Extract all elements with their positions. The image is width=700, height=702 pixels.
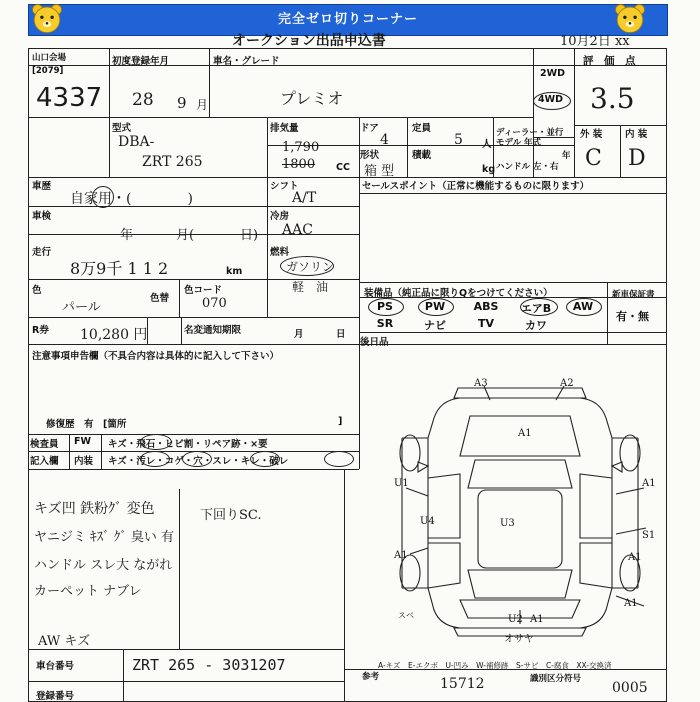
equip-airbag-circle: [520, 298, 558, 316]
damage-mark: A1: [624, 598, 638, 609]
damage-mark: U3: [500, 518, 515, 529]
equip-aw-circle: [566, 298, 602, 316]
entry-interior: 内装: [74, 456, 94, 467]
damage-mark: A1: [530, 614, 544, 625]
inspection-year: 年: [120, 228, 134, 243]
first-registration-month: 9: [177, 94, 187, 112]
damage-mark: スベ: [398, 611, 414, 620]
equip-abs: ABS: [473, 300, 499, 313]
equip-ps: PS: [377, 300, 393, 313]
recycle-value: 10,280 円: [80, 327, 148, 343]
color-value: パール: [62, 300, 101, 315]
equip-tv: TV: [477, 317, 495, 330]
damage-mark: A1: [394, 550, 408, 561]
inspection-label: 車検: [32, 211, 52, 222]
lot-code: [2079]: [32, 66, 64, 76]
year-unit: 年: [562, 151, 571, 161]
chassis-value: ZRT 265 - 3031207: [132, 656, 286, 674]
equip-airbag: エアB: [520, 302, 552, 315]
fuel-label: 燃料: [270, 247, 290, 258]
car-name-label: 車名・グレード: [213, 56, 280, 67]
drive-4wd: 4WD: [538, 94, 563, 105]
damage-mark: A1: [628, 552, 642, 563]
color-code-label: 色コード: [184, 285, 223, 296]
displacement-value: 1,790: [282, 140, 320, 155]
equipment-label: 装備品（純正品に限りQをつけてください）: [364, 288, 553, 299]
ac-value: AAC: [282, 222, 313, 238]
damage-mark: オサヤ: [504, 634, 534, 645]
model-year-label: モデル 年式: [496, 138, 542, 148]
damage-mark: U2: [508, 614, 523, 625]
color-code: 070: [202, 296, 227, 311]
model-value: ZRT 265: [142, 154, 203, 170]
first-registration-label: 初度登録年月: [112, 56, 170, 67]
grade-value: 3.5: [590, 82, 635, 115]
grade-label: 評 価 点: [583, 55, 636, 67]
drive-2wd: 2WD: [540, 68, 565, 79]
equip-sr: SR: [376, 317, 394, 330]
body-shape-label: 形状: [360, 150, 380, 161]
car-name-value: プレミオ: [280, 89, 344, 108]
stain-mark-circle: [140, 451, 170, 467]
remark-2: ヤニジミ ｷｽﾞ ｸﾞ 臭い 有: [34, 530, 175, 545]
recycle-label: R券: [32, 325, 49, 336]
remark-4: カーペット ナブレ: [34, 584, 142, 599]
checker-fw: FW: [74, 436, 91, 447]
damage-mark: U4: [420, 516, 435, 527]
equip-aw: AW: [572, 300, 594, 313]
registration-label: 登録番号: [36, 691, 75, 702]
sheet-header-cut: オークション出品申込書: [232, 33, 386, 49]
month-unit: 月: [196, 98, 209, 112]
entry-label: 記入欄: [30, 456, 59, 467]
car-damage-diagram: [380, 378, 660, 648]
lot-number: 4337: [36, 83, 103, 113]
damage-mark: A3: [474, 378, 488, 389]
color-label: 色: [32, 285, 42, 296]
damage-legend: A-キズ E-エクボ U-凹み W-補修跡 S-サビ C-腐食 XX-交換済: [378, 661, 612, 670]
ac-label: 冷房: [270, 211, 290, 222]
name-change-label: 名変通知期限: [184, 325, 242, 336]
sales-point-label: セールスポイント（正常に機能するものに限ります）: [362, 181, 590, 192]
capacity-value: 5: [454, 132, 463, 148]
dealer-label: ディーラー・並行: [496, 128, 564, 138]
repair-history-close: ]: [338, 416, 343, 427]
repair-history-label: 修復歴 有 [箇所: [46, 419, 127, 430]
checker-fw-items: キズ・飛石・ヒビ割・リペア跡・×要: [108, 439, 268, 450]
burn-mark-circle: [182, 451, 212, 467]
shift-value: A/T: [292, 190, 317, 206]
fuel-diesel: 軽 油: [292, 280, 329, 294]
damage-mark: A1: [518, 428, 532, 439]
exterior-grade: C: [585, 146, 602, 171]
capacity-unit: 人: [482, 139, 492, 150]
name-change-day: 日: [336, 329, 346, 340]
remark-3: ハンドル スレ大 ながれ: [34, 558, 173, 573]
ref-label-2: 識別区分符号: [530, 674, 582, 684]
mileage-value: 8万9千 1 1 2: [70, 259, 169, 278]
body-shape-value: 箱 型: [364, 164, 395, 179]
equip-navi: ナビ: [424, 319, 446, 332]
venue-label: 山口会場: [32, 53, 67, 63]
checker-label: 検査員: [30, 439, 59, 450]
mileage-label: 走行: [32, 247, 52, 258]
interior-label: 内 装: [625, 129, 648, 140]
equip-pw-circle: [418, 298, 454, 316]
damage-mark: A1: [642, 478, 656, 489]
inspection-day: 日): [240, 228, 259, 243]
rear-items-label: 後日品: [360, 337, 389, 348]
usage-circle: [92, 186, 114, 208]
model-prefix: DBA-: [118, 134, 155, 150]
damage-mark: A2: [560, 378, 574, 389]
inspection-month: 月(: [176, 228, 195, 243]
equip-ps-circle: [368, 298, 404, 316]
chassis-label: 車台番号: [36, 661, 75, 672]
remark-5: AW キズ: [38, 634, 91, 649]
name-change-month: 月: [294, 329, 304, 340]
damage-mark: U1: [394, 478, 409, 489]
tear-mark-circle: [324, 451, 354, 467]
interior-grade: D: [628, 146, 646, 171]
steering-label: ハンドル 左・右: [496, 162, 559, 172]
usage-value: 自家用・( ): [70, 191, 193, 207]
model-label: 型式: [112, 123, 132, 134]
capacity-label: 定員: [412, 123, 432, 134]
equip-pw: PW: [424, 300, 446, 313]
doors-value: 4: [380, 132, 389, 148]
entry-interior-items: キズ・汚レ・コゲ・穴・スレ・キレ・破レ: [108, 456, 289, 467]
displacement-label: 排気量: [270, 123, 299, 134]
scuff-mark-circle: [250, 451, 280, 467]
handwritten-date: 10月2日 xx: [560, 34, 630, 49]
notes-label: 注意事項申告欄（不具合内容は具体的に記入して下さい）: [32, 351, 280, 362]
new-car-warranty-label: 新車保証書: [612, 290, 655, 300]
ref-value-1: 15712: [440, 676, 485, 692]
ref-label-1: 参考: [362, 672, 380, 682]
shift-label: シフト: [270, 181, 299, 192]
doors-label: ドア: [360, 123, 379, 134]
new-car-warranty-value: 有・無: [616, 310, 649, 323]
fw-mark-circle: [140, 434, 172, 450]
load-label: 積載: [412, 150, 432, 161]
ref-value-2: 0005: [612, 680, 648, 696]
first-registration-year: 28: [132, 90, 154, 110]
usage-label: 車歴: [32, 181, 52, 192]
damage-mark: S1: [642, 530, 656, 541]
km-unit: km: [226, 266, 243, 277]
exterior-label: 外 装: [580, 129, 603, 140]
remark-right: 下回りSC.: [200, 508, 262, 523]
load-unit: kg: [482, 164, 496, 175]
cc-unit: CC: [336, 162, 350, 173]
fuel-gasoline: ガソリン: [286, 260, 335, 274]
displacement-struck: 1800: [282, 157, 316, 172]
color-tone-label: 色替: [150, 293, 170, 304]
remark-1: キズ凹 鉄粉ｸﾞ 変色: [34, 501, 155, 517]
bear-mascot-icon: [30, 2, 64, 36]
banner-title: 完全ゼロ切りコーナー: [277, 12, 418, 27]
equip-leather: カワ: [525, 319, 547, 332]
